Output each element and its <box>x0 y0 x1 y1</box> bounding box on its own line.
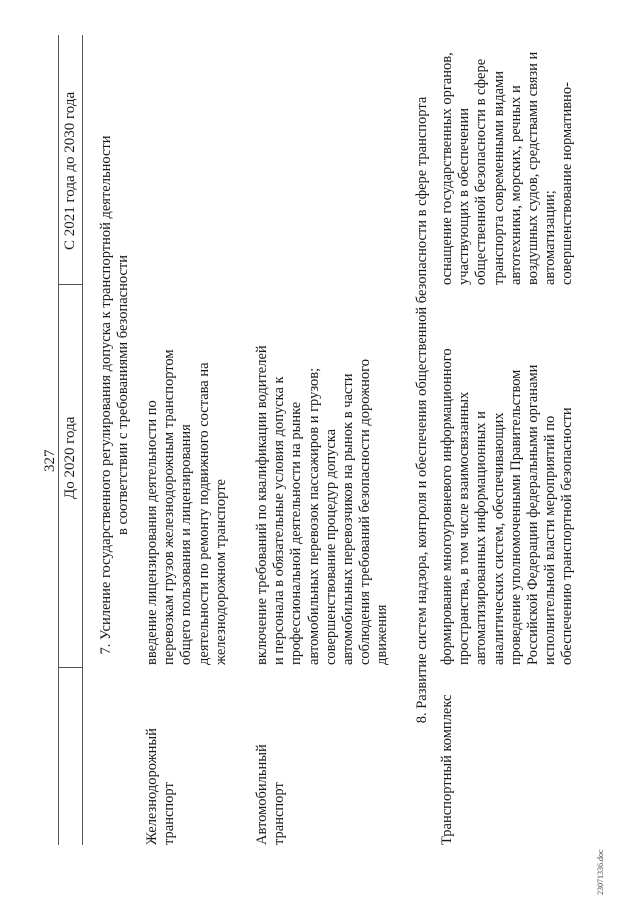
row-label-transport-complex <box>439 695 456 846</box>
cell-line: и персонала в обязательные условия допуска к <box>271 376 288 665</box>
cell-line: участвующих в обеспечении <box>456 108 473 285</box>
transport-complex-2021-2030-cell <box>439 52 577 285</box>
column-header-before-2020: До 2020 года <box>62 416 78 499</box>
section-8-title <box>414 25 431 795</box>
footer-document-code: 23071336.doc <box>596 849 605 895</box>
cell-line: проведение уполномоченными Правительством <box>507 369 524 665</box>
cell-line: совершенствование нормативно- <box>559 82 576 285</box>
row-label-line: Железнодорожный <box>144 728 160 845</box>
header-column-divider-2 <box>58 284 82 285</box>
cell-line: деятельности по ремонту подвижного состава на <box>195 362 212 665</box>
transport-complex-before-2020-cell <box>439 348 577 665</box>
railway-before-2020-cell <box>144 349 230 665</box>
section-7-title <box>98 35 132 755</box>
automobile-before-2020-cell <box>254 345 392 665</box>
cell-line: пространства, в том числе взаимосвязанных <box>456 391 473 665</box>
header-bottom-rule <box>82 35 83 845</box>
row-label-line: транспорт <box>271 782 288 845</box>
cell-line: железнодорожном транспорте <box>212 479 229 665</box>
cell-line: движения <box>374 604 391 665</box>
header-column-divider-1 <box>58 667 82 668</box>
row-label-railway <box>144 728 178 845</box>
cell-line: автомобильных перевозчиков на рынок в части <box>340 373 357 665</box>
cell-line: автомобильных перевозок пассажиров и грузов; <box>305 367 322 665</box>
header-top-rule <box>58 35 59 845</box>
cell-line: автоматизации; <box>542 190 559 285</box>
cell-line: оснащение государственных органов, <box>439 52 455 285</box>
cell-line: соблюдения требований безопасности дорожного <box>357 359 374 665</box>
row-label-line: Транспортный комплекс <box>439 694 455 845</box>
cell-line: перевозкам грузов железнодорожным транспортом <box>161 349 178 665</box>
row-label-automobile <box>254 744 288 845</box>
row-label-line: Автомобильный <box>254 744 270 845</box>
cell-line: общего пользования и лицензирования <box>178 424 195 665</box>
cell-line: формирование многоуровневого информационного <box>439 348 455 665</box>
cell-line: Российской Федерации федеральными органами <box>525 364 542 665</box>
cell-line: исполнительной власти мероприятий по <box>542 415 559 665</box>
cell-line: введение лицензирования деятельности по <box>144 400 160 665</box>
cell-line: аналитических систем, обеспечивающих <box>490 412 507 665</box>
cell-line: обеспечению транспортной безопасности <box>559 407 576 665</box>
cell-line: воздушных судов, средствами связи и <box>525 51 542 285</box>
cell-line: включение требований по квалификации водителей <box>254 345 270 665</box>
cell-line: общественной безопасности в сфере <box>473 58 490 285</box>
cell-line: совершенствование процедур допуска <box>322 428 339 665</box>
section-7-title-line: 7. Усиление государственного регулирования допуска к транспортной деятельности <box>98 135 114 655</box>
cell-line: транспорта современными видами <box>490 70 507 285</box>
cell-line: автоматизированных информационных и <box>473 411 490 665</box>
section-7-title-line: в соответствии с требованиями безопасности <box>115 255 131 535</box>
column-header-2021-2030: С 2021 года до 2030 года <box>62 91 78 250</box>
page-number: 327 <box>42 449 58 472</box>
cell-line: профессиональной деятельности на рынке <box>288 401 305 665</box>
cell-line: автотехники, морских, речных и <box>507 85 524 285</box>
row-label-line: транспорт <box>161 782 178 845</box>
section-8-title-line: 8. Развитие систем надзора, контроля и обеспечения общественной безопасности в сфере транспорта <box>414 96 430 724</box>
